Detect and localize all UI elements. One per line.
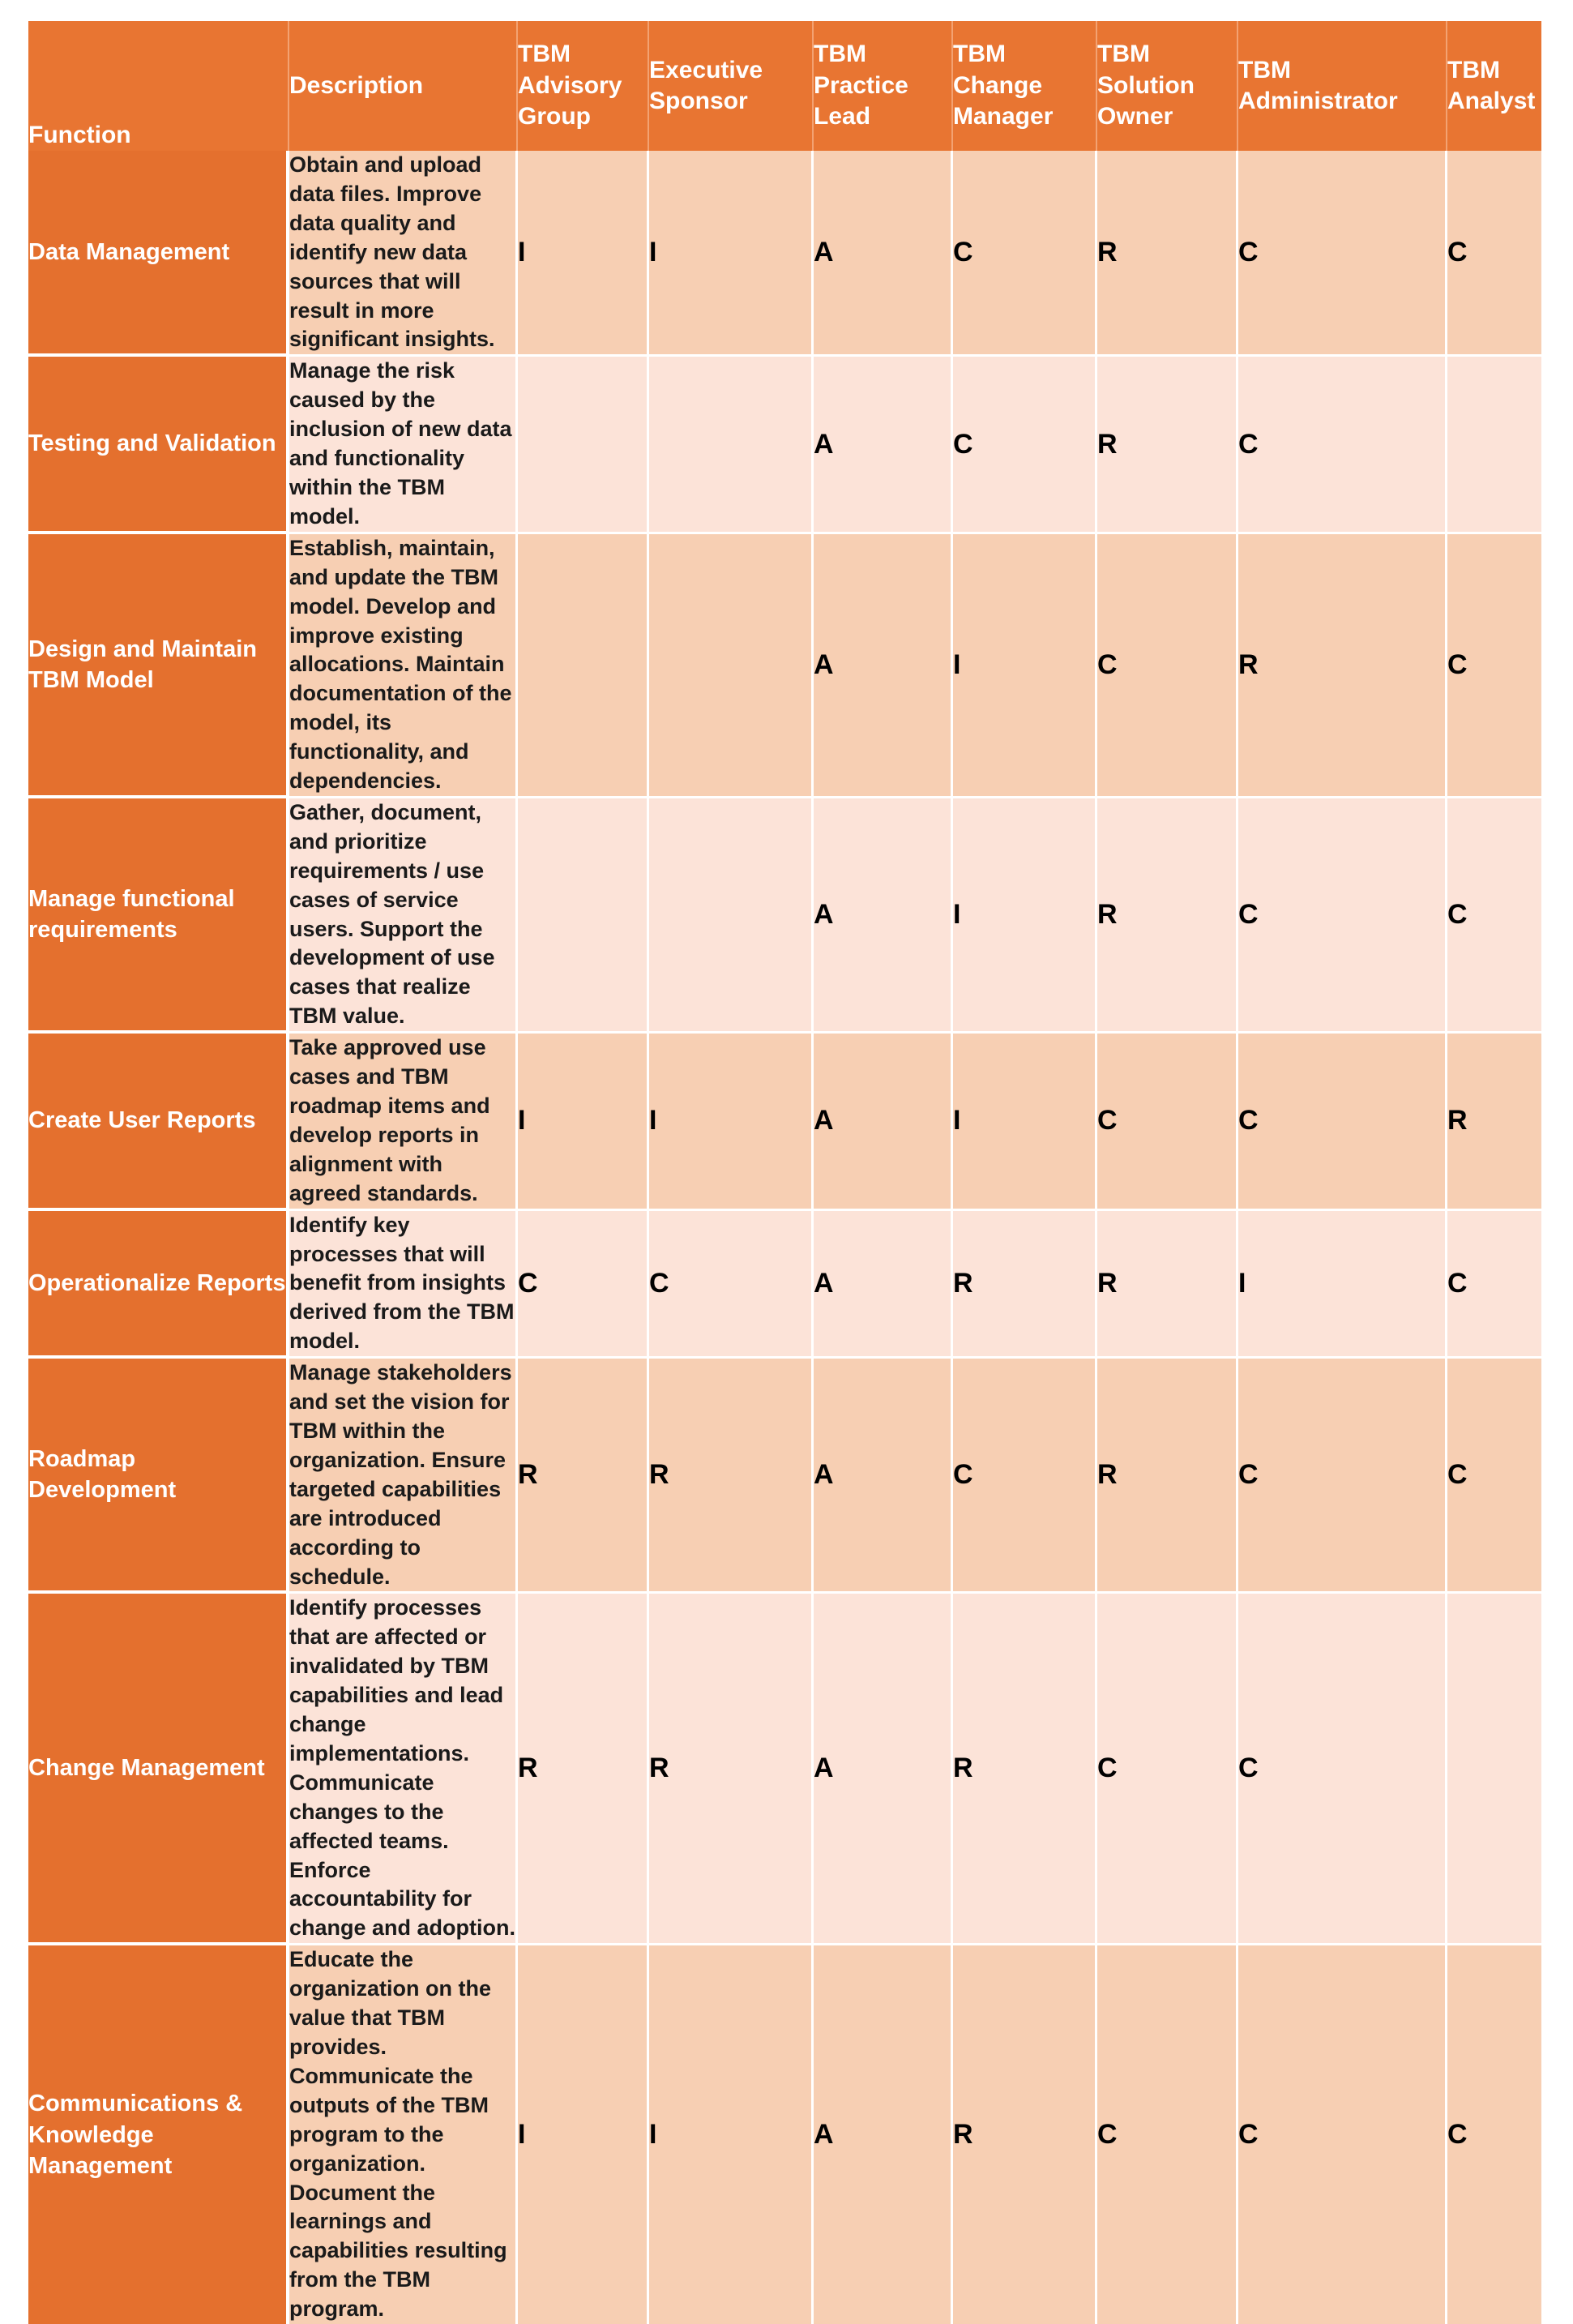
row-description: Manage the risk caused by the inclusion of new data and functionality within the TBM model. [289,357,518,533]
row-description: Educate the organization on the value that TBM provides. Communicate the outputs of the TBM program to the organization. Document the learnings and capabilities resulting from the TBM program. [289,1945,518,2324]
table-body [28,151,1541,2324]
raci-cell-advisory-group [518,534,649,798]
column-header-tbm-practice-lead: TBM Practice Lead [814,21,953,151]
raci-cell-solution-owner: C [1097,1034,1238,1210]
raci-cell-change-manager: C [953,1359,1097,1594]
raci-cell-analyst: C [1447,1359,1541,1594]
table-row [28,1211,1541,1359]
raci-cell-administrator: R [1238,534,1447,798]
column-header-tbm-advisory-group: TBM Advisory Group [518,21,649,151]
row-function-label: Communications & Knowledge Management [28,1945,289,2324]
raci-cell-change-manager: R [953,1945,1097,2324]
raci-cell-analyst: R [1447,1034,1541,1210]
row-function-label: Testing and Validation [28,357,289,533]
raci-cell-solution-owner: R [1097,1211,1238,1359]
raci-cell-practice-lead: A [814,1359,953,1594]
raci-cell-administrator: C [1238,1594,1447,1945]
raci-cell-practice-lead: A [814,1211,953,1359]
column-header-description: Description [289,21,518,151]
row-description: Take approved use cases and TBM roadmap items and develop reports in alignment with agreed standards. [289,1034,518,1210]
raci-cell-change-manager: C [953,357,1097,533]
row-function-label: Operationalize Reports [28,1211,289,1359]
raci-cell-administrator: I [1238,1211,1447,1359]
raci-cell-administrator: C [1238,1034,1447,1210]
raci-cell-change-manager: R [953,1594,1097,1945]
raci-cell-practice-lead: A [814,151,953,357]
raci-cell-practice-lead: A [814,798,953,1034]
raci-cell-change-manager: I [953,798,1097,1034]
table-row [28,1034,1541,1210]
row-description: Gather, document, and prioritize requirements / use cases of service users. Support the development of use cases that realize TBM value. [289,798,518,1034]
raci-cell-practice-lead: A [814,357,953,533]
raci-cell-change-manager: R [953,1211,1097,1359]
raci-cell-advisory-group [518,357,649,533]
table-row [28,151,1541,357]
column-header-tbm-analyst: TBM Analyst [1447,21,1541,151]
raci-cell-exec-sponsor: C [649,1211,814,1359]
raci-cell-advisory-group: I [518,1034,649,1210]
row-function-label: Data Management [28,151,289,357]
row-function-label: Create User Reports [28,1034,289,1210]
raci-cell-solution-owner: C [1097,534,1238,798]
raci-cell-solution-owner: R [1097,151,1238,357]
raci-cell-advisory-group: R [518,1594,649,1945]
raci-cell-analyst: C [1447,798,1541,1034]
row-function-label: Design and Maintain TBM Model [28,534,289,798]
raci-cell-administrator: C [1238,1359,1447,1594]
table-row [28,1359,1541,1594]
table-row [28,1945,1541,2324]
raci-cell-exec-sponsor: R [649,1359,814,1594]
raci-cell-advisory-group [518,798,649,1034]
raci-cell-analyst: C [1447,151,1541,357]
raci-cell-change-manager: C [953,151,1097,357]
raci-cell-exec-sponsor: I [649,1034,814,1210]
raci-cell-analyst [1447,357,1541,533]
raci-cell-solution-owner: R [1097,1359,1238,1594]
raci-cell-advisory-group: I [518,151,649,357]
row-function-label: Manage functional requirements [28,798,289,1034]
raci-cell-solution-owner: R [1097,798,1238,1034]
raci-cell-exec-sponsor: I [649,1945,814,2324]
column-header-function: Function [28,21,289,151]
column-header-tbm-change-manager: TBM Change Manager [953,21,1097,151]
raci-cell-analyst: C [1447,1211,1541,1359]
raci-cell-practice-lead: A [814,1034,953,1210]
raci-cell-exec-sponsor [649,798,814,1034]
row-description: Establish, maintain, and update the TBM model. Develop and improve existing allocations. Maintain documentation of the model, its functionality, and dependencies. [289,534,518,798]
raci-cell-exec-sponsor [649,534,814,798]
table-row [28,798,1541,1034]
raci-cell-administrator: C [1238,798,1447,1034]
raci-cell-advisory-group: R [518,1359,649,1594]
raci-cell-advisory-group: I [518,1945,649,2324]
column-header-tbm-administrator: TBM Administrator [1238,21,1447,151]
table-header [28,21,1541,151]
raci-cell-change-manager: I [953,534,1097,798]
raci-cell-exec-sponsor: R [649,1594,814,1945]
header-row [28,21,1541,151]
row-description: Manage stakeholders and set the vision for TBM within the organization. Ensure targeted capabilities are introduced according to schedule. [289,1359,518,1594]
raci-cell-practice-lead: A [814,534,953,798]
table-row [28,1594,1541,1945]
raci-cell-practice-lead: A [814,1594,953,1945]
raci-cell-solution-owner: R [1097,357,1238,533]
row-description: Identify processes that are affected or invalidated by TBM capabilities and lead change implementations. Communicate changes to the affected teams. Enforce accountability for change and adoption. [289,1594,518,1945]
raci-cell-solution-owner: C [1097,1594,1238,1945]
raci-cell-advisory-group: C [518,1211,649,1359]
row-function-label: Roadmap Development [28,1359,289,1594]
raci-cell-exec-sponsor: I [649,151,814,357]
raci-cell-analyst: C [1447,534,1541,798]
raci-cell-solution-owner: C [1097,1945,1238,2324]
table-row [28,357,1541,533]
raci-cell-analyst: C [1447,1945,1541,2324]
raci-cell-exec-sponsor [649,357,814,533]
row-function-label: Change Management [28,1594,289,1945]
raci-cell-administrator: C [1238,357,1447,533]
raci-cell-practice-lead: A [814,1945,953,2324]
row-description: Obtain and upload data files. Improve data quality and identify new data sources that will result in more significant insights. [289,151,518,357]
raci-matrix-container [28,21,1541,2324]
raci-cell-administrator: C [1238,1945,1447,2324]
raci-cell-administrator: C [1238,151,1447,357]
column-header-tbm-solution-owner: TBM Solution Owner [1097,21,1238,151]
row-description: Identify key processes that will benefit from insights derived from the TBM model. [289,1211,518,1359]
raci-matrix-table [28,21,1541,2324]
raci-cell-change-manager: I [953,1034,1097,1210]
column-header-executive-sponsor: Executive Sponsor [649,21,814,151]
table-row [28,534,1541,798]
raci-cell-analyst [1447,1594,1541,1945]
